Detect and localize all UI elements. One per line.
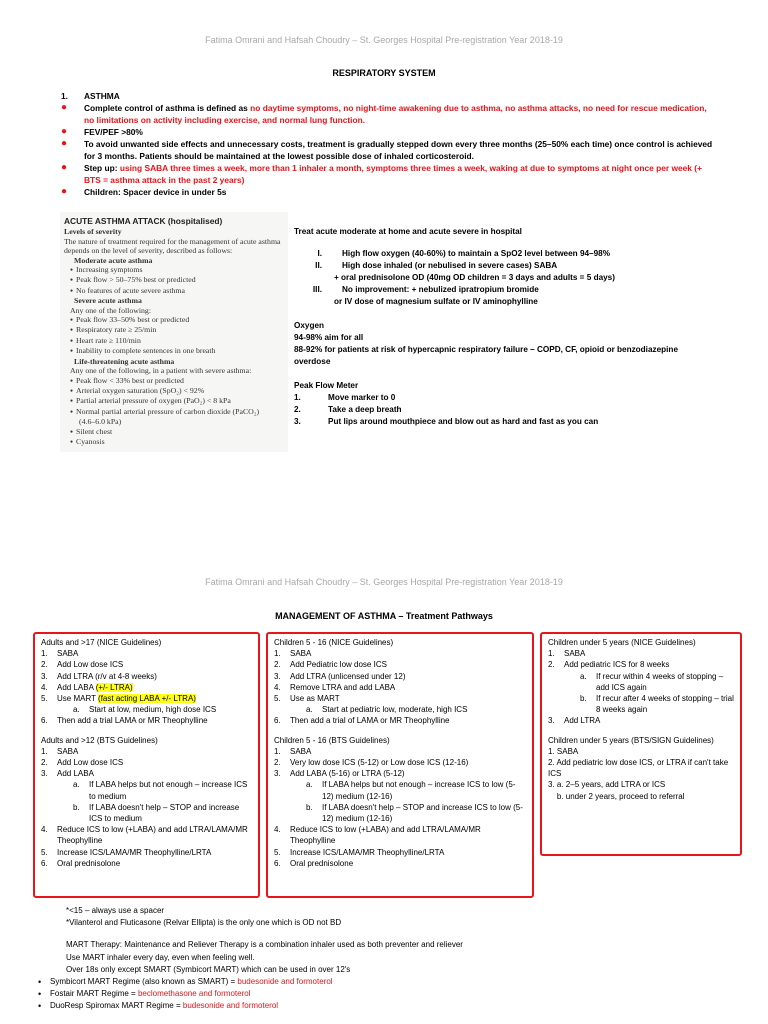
step-text: Increase ICS/LAMA/MR Theophylline/LRTA <box>57 847 212 857</box>
step-text: Then add a trial LAMA or MR Theophylline <box>57 716 208 726</box>
guideline-step <box>274 757 526 768</box>
spacer <box>548 727 734 735</box>
life-item: ● Normal partial arterial pressure of carbon dioxide (PaCO₂) <box>64 407 284 417</box>
step-number: a. <box>306 780 313 790</box>
levels-title: Levels of severity <box>64 227 122 237</box>
step-text: If recur within 4 weeks of stopping – add ICS again <box>596 671 724 692</box>
step-text: If recur after 4 weeks of stopping – trial 8 weeks again <box>596 694 734 715</box>
bullet-text <box>84 126 143 138</box>
guideline-step <box>41 746 252 757</box>
treat-step-marker: I. <box>317 249 322 258</box>
moderate-list <box>64 265 284 296</box>
life-item: ● Cyanosis <box>64 437 284 447</box>
guideline-step <box>41 757 252 768</box>
guideline-step <box>548 659 734 670</box>
treat-step <box>294 296 714 308</box>
treat-step-marker: II. <box>315 261 322 270</box>
peak-step-text: Move marker to 0 <box>328 393 396 402</box>
severe-intro: Any one of the following: <box>70 305 151 315</box>
guideline-step <box>274 824 526 846</box>
mart-regime-text: DuoResp Spiromax MART Regime = budesonide and formoterol <box>50 1001 279 1011</box>
step-number: a. <box>580 671 587 681</box>
bullet-plain-text: ASTHMA <box>84 91 120 101</box>
step-text: Then add a trial of LAMA or MR Theophylline <box>290 716 450 726</box>
guideline-step <box>41 682 252 693</box>
step-number: a. <box>73 705 80 715</box>
step-number: 3. <box>41 769 48 779</box>
guideline-heading: Children under 5 years (BTS/SIGN Guidelines) <box>548 735 714 745</box>
life-more-list <box>64 427 284 448</box>
acute-treatment-section <box>294 226 714 428</box>
step-text: Add LABA (5-16) or LTRA (5-12) <box>290 769 405 779</box>
moderate-item: ● Increasing symptoms <box>64 265 284 275</box>
bullet-text <box>84 162 718 186</box>
step-text: Reduce ICS to low (+LABA) and add LTRA/LAMA/MR Theophylline <box>57 825 248 846</box>
step-text: Start at pediatric low, moderate, high ICS <box>322 705 468 715</box>
step-number: 3. <box>274 769 281 779</box>
note-line: *Vilanterol and Fluticasone (Relvar Ellipta) is the only one which is OD not BD <box>66 918 342 928</box>
life-cont: (4.6–6.0 kPa) <box>79 417 122 427</box>
step-number: 1. <box>274 746 281 756</box>
peak-heading: Peak Flow Meter <box>294 381 359 390</box>
spacer <box>274 727 526 735</box>
peak-step-text: Put lips around mouthpiece and blow out as hard and fast as you can <box>328 417 599 426</box>
spacer <box>41 727 252 735</box>
levels-intro: The nature of treatment required for the management of acute asthma depends on the level of severity, described as follows: <box>64 236 281 256</box>
treat-step-marker: III. <box>312 285 322 294</box>
guideline-step <box>274 659 526 670</box>
guideline-substep <box>41 802 252 824</box>
bullet-red-text: no daytime symptoms, no night-time awakening due to asthma, no asthma attacks, no need for rescue medication, no limitations on activity including exercise, and normal lung function. <box>84 103 707 125</box>
step-text: Add Pediatric low dose ICS <box>290 660 387 670</box>
guideline-line: b. under 2 years, proceed to referral <box>548 791 685 801</box>
guideline-step <box>274 847 526 858</box>
under5-pathway-box <box>540 632 742 856</box>
oxygen-list <box>294 332 714 368</box>
guideline-heading: Adults and >12 (BTS Guidelines) <box>41 735 158 745</box>
bullet-text <box>84 90 120 102</box>
guideline-substep <box>274 802 526 824</box>
guideline-step <box>274 648 526 659</box>
bullet-text <box>84 186 226 198</box>
life-item: ● Arterial oxygen saturation (SpO₂) < 92% <box>64 386 284 396</box>
treat-steps-list <box>294 248 714 308</box>
step-number: 1. <box>41 649 48 659</box>
note-line: Use MART inhaler every day, even when feeling well. <box>66 952 255 962</box>
asthma-bullet <box>58 138 718 162</box>
bullet-dot-icon: ● <box>61 102 68 113</box>
peak-step-marker: 1. <box>294 393 301 402</box>
guideline-step <box>274 858 526 869</box>
treat-heading: Treat acute moderate at home and acute severe in hospital <box>294 227 522 236</box>
guideline-step <box>274 715 526 726</box>
step-text: Oral prednisolone <box>57 858 121 868</box>
severe-list <box>64 315 284 357</box>
step-text: If LABA helps but not enough – increase ICS to medium <box>89 780 248 801</box>
guideline-step <box>274 746 526 757</box>
guideline-step <box>41 671 252 682</box>
step-number: a. <box>73 780 80 790</box>
asthma-bullet <box>58 90 718 102</box>
guideline-line: 3. a. 2–5 years, add LTRA or ICS <box>548 780 666 790</box>
step-text: Add LTRA <box>564 716 601 726</box>
step-text: Add Low dose ICS <box>57 758 124 768</box>
mart-regime <box>38 988 758 1000</box>
severe-item: ● Respiratory rate ≥ 25/min <box>64 325 284 335</box>
severe-item: ● Heart rate ≥ 110/min <box>64 336 284 346</box>
treat-step-text: + oral prednisolone OD (40mg OD children = 3 days and adults = 5 days) <box>334 273 615 282</box>
step-text: Increase ICS/LAMA/MR Theophylline/LRTA <box>290 847 445 857</box>
step-text: Reduce ICS to low (+LABA) and add LTRA/LAMA/MR Theophylline <box>290 825 481 846</box>
treat-step <box>294 260 714 272</box>
step-text: If LABA doesn't help – STOP and increase ICS to medium <box>89 802 240 824</box>
severe-item: ● Inability to complete sentences in one breath <box>64 346 284 356</box>
treat-step <box>294 284 714 296</box>
step-number: 6. <box>41 858 48 868</box>
step-number: 6. <box>274 858 281 868</box>
mart-regime-drugs: budesonide and formoterol <box>182 1001 279 1011</box>
guideline-substep <box>41 704 252 715</box>
bullet-dot-icon: ● <box>61 126 68 137</box>
asthma-bullet <box>58 126 718 138</box>
guideline-step <box>41 858 252 869</box>
step-text: Very low dose ICS (5-12) or Low dose ICS (12-16) <box>290 758 469 768</box>
mart-regime <box>38 976 758 988</box>
severe-item: ● Peak flow 33–50% best or predicted <box>64 315 284 325</box>
bullet-dot-icon: ● <box>61 162 68 173</box>
step-number: 2. <box>41 660 48 670</box>
guideline-step <box>548 648 734 659</box>
step-text: If LABA doesn't help – STOP and increase ICS to low (5-12) medium (12-16) <box>322 802 523 824</box>
bullet-number: 1. <box>61 91 68 101</box>
peak-step <box>294 416 714 428</box>
guideline-substep <box>274 779 526 801</box>
step-number: 2. <box>274 660 281 670</box>
page-title-respiratory: RESPIRATORY SYSTEM <box>332 68 436 78</box>
treat-step-text: or IV dose of magnesium sulfate or IV aminophylline <box>334 297 538 306</box>
step-number: 1. <box>274 649 281 659</box>
asthma-bullet <box>58 186 718 198</box>
bullet-plain-text: Children: Spacer device in under 5s <box>84 187 227 197</box>
acute-heading: ACUTE ASTHMA ATTACK (hospitalised) <box>64 216 223 226</box>
mart-regime-text: Symbicort MART Regime (also known as SMART) = budesonide and formoterol <box>50 977 333 987</box>
mart-regime <box>38 1000 758 1012</box>
guideline-substep <box>274 704 526 715</box>
treat-step <box>294 272 714 284</box>
peak-step-marker: 2. <box>294 405 301 414</box>
highlighted-text: (fast acting LABA +/- LTRA) <box>98 694 196 704</box>
guideline-step <box>41 768 252 779</box>
note-line: MART Therapy: Maintenance and Reliever Therapy is a combination inhaler used as both preventer and reliever <box>66 940 463 950</box>
step-number: 5. <box>41 847 48 857</box>
step-text: SABA <box>290 649 312 659</box>
life-title: Life-threatening acute asthma <box>74 356 175 366</box>
bullet-plain-text: To avoid unwanted side effects and unnecessary costs, treatment is gradually stepped down every three months (25–50% each time) once control is achieved for 3 months. Patients should be maintained at the lowest possible dose of inhaled corticosteroid. <box>84 139 713 161</box>
severe-title: Severe acute asthma <box>74 296 142 306</box>
guideline-step <box>41 659 252 670</box>
step-text: Add LABA (+/- LTRA) <box>57 682 133 692</box>
step-number: 6. <box>274 716 281 726</box>
bullet-plain-text: FEV/PEF >80% <box>84 127 143 137</box>
step-text: SABA <box>290 746 312 756</box>
step-number: b. <box>580 694 587 704</box>
step-text: Add LTRA (r/v at 4-8 weeks) <box>57 671 157 681</box>
guideline-step <box>41 824 252 846</box>
peak-step <box>294 404 714 416</box>
step-number: 3. <box>41 671 48 681</box>
step-number: 2. <box>41 758 48 768</box>
step-number: 5. <box>274 694 281 704</box>
bullet-dot-icon: • <box>38 977 42 988</box>
page-header-1: Fatima Omrani and Hafsah Choudry – St. Georges Hospital Pre-registration Year 2018-19 <box>205 35 563 45</box>
step-number: a. <box>306 705 313 715</box>
step-number: 4. <box>41 825 48 835</box>
step-text: Oral prednisolone <box>290 858 354 868</box>
step-number: 3. <box>274 671 281 681</box>
step-text: Add LTRA (unlicensed under 12) <box>290 671 406 681</box>
treat-step-text: High flow oxygen (40-60%) to maintain a SpO2 level between 94–98% <box>342 249 610 258</box>
guideline-heading: Children under 5 years (NICE Guidelines) <box>548 638 696 647</box>
step-text: SABA <box>57 746 79 756</box>
bullet-plain-text: Complete control of asthma is defined as <box>84 103 251 113</box>
asthma-bullet <box>58 162 718 186</box>
adults-pathway-box <box>33 632 260 898</box>
step-number: 4. <box>274 825 281 835</box>
guideline-step <box>548 715 734 726</box>
guideline-step <box>274 693 526 704</box>
children-pathway-box <box>266 632 534 898</box>
peak-step-text: Take a deep breath <box>328 405 402 414</box>
step-text: Remove LTRA and add LABA <box>290 682 396 692</box>
peak-step-marker: 3. <box>294 417 301 426</box>
step-number: 2. <box>548 660 555 670</box>
step-text: Start at low, medium, high dose ICS <box>89 705 217 715</box>
step-text: SABA <box>564 649 586 659</box>
life-item: ● Partial arterial pressure of oxygen (PaO₂) < 8 kPa <box>64 396 284 406</box>
guideline-substep <box>41 779 252 801</box>
guideline-line: 2. Add pediatric low dose ICS, or LTRA if can't take ICS <box>548 758 731 779</box>
step-text: Add LABA <box>57 769 94 779</box>
oxygen-line: 94-98% aim for all <box>294 333 364 342</box>
step-text: SABA <box>57 649 79 659</box>
bullet-plain-text: Step up: <box>84 163 120 173</box>
step-number: 1. <box>548 649 555 659</box>
page-header-2: Fatima Omrani and Hafsah Choudry – St. Georges Hospital Pre-registration Year 2018-19 <box>205 577 563 587</box>
note-line: *<15 – always use a spacer <box>66 906 165 915</box>
mart-regime-drugs: budesonide and formoterol <box>237 977 333 987</box>
treat-step-marker <box>294 272 334 284</box>
guideline-step <box>41 847 252 858</box>
severity-levels-scan <box>60 212 288 452</box>
guideline-step <box>274 768 526 779</box>
bullet-dot-icon: • <box>38 989 42 1000</box>
step-number: 3. <box>548 716 555 726</box>
mart-regime-text: Fostair MART Regime = beclomethasone and formoterol <box>50 989 251 999</box>
life-list <box>64 376 284 418</box>
guideline-step <box>41 715 252 726</box>
guideline-line: 1. SABA <box>548 746 579 756</box>
step-number: 1. <box>41 746 48 756</box>
step-number: 4. <box>41 682 48 692</box>
moderate-title: Moderate acute asthma <box>74 255 153 265</box>
guideline-step <box>274 682 526 693</box>
step-number: 5. <box>274 847 281 857</box>
step-text: Use MART (fast acting LABA +/- LTRA) <box>57 694 196 704</box>
guideline-substep <box>548 671 734 693</box>
bullet-dot-icon: ● <box>61 186 68 197</box>
step-number: b. <box>306 802 313 812</box>
moderate-item: ● Peak flow > 50–75% best or predicted <box>64 275 284 285</box>
step-text: Add Low dose ICS <box>57 660 124 670</box>
guideline-heading: Adults and >17 (NICE Guidelines) <box>41 638 162 647</box>
bullet-red-text: using SABA three times a week, more than 1 inhaler a month, symptoms three times a week, waking at due to symptoms at night once per week (+ BTS = asthma attack in the past 2 years) <box>84 163 702 185</box>
treat-step <box>294 248 714 260</box>
oxygen-line: 88-92% for patients at risk of hypercapnic respiratory failure – COPD, CF, opioid or benzodiazepine overdose <box>294 345 678 366</box>
step-text: Add pediatric ICS for 8 weeks <box>564 660 670 670</box>
note-line: Over 18s only except SMART (Symbicort MART) which can be used in over 12's <box>66 964 351 974</box>
step-number: 4. <box>274 682 281 692</box>
bullet-text <box>84 138 718 162</box>
treat-step-text: High dose inhaled (or nebulised in severe cases) SABA <box>342 261 558 270</box>
step-number: 5. <box>41 694 48 704</box>
bullet-dot-icon: ● <box>61 138 68 149</box>
highlighted-text: (+/- LTRA) <box>95 682 133 692</box>
life-intro: Any one of the following, in a patient with severe asthma: <box>70 366 252 376</box>
spacer <box>38 929 758 939</box>
guideline-heading: Children 5 - 16 (BTS Guidelines) <box>274 735 390 745</box>
guideline-substep <box>548 693 734 715</box>
life-item: ● Silent chest <box>64 427 284 437</box>
mart-notes <box>38 905 758 1013</box>
guideline-step <box>274 671 526 682</box>
guideline-step <box>41 648 252 659</box>
mart-regime-drugs: beclomethasone and formoterol <box>137 989 251 999</box>
moderate-item: ● No features of acute severe asthma <box>64 286 284 296</box>
step-number: b. <box>73 802 80 812</box>
oxygen-heading: Oxygen <box>294 321 325 330</box>
step-number: 6. <box>41 716 48 726</box>
peak-steps-list <box>294 392 714 428</box>
guideline-heading: Children 5 - 16 (NICE Guidelines) <box>274 638 394 647</box>
step-text: Use as MART <box>290 694 340 704</box>
step-number: 2. <box>274 758 281 768</box>
page-title-management: MANAGEMENT OF ASTHMA – Treatment Pathways <box>275 611 493 621</box>
guideline-step <box>41 693 252 704</box>
peak-step <box>294 392 714 404</box>
treat-step-text: No improvement: + nebulized ipratropium bromide <box>342 285 539 294</box>
bullet-text <box>84 102 718 126</box>
treat-step-marker <box>294 296 334 308</box>
asthma-bullet <box>58 102 718 126</box>
asthma-bullet-list <box>58 90 718 198</box>
life-item: ● Peak flow < 33% best or predicted <box>64 376 284 386</box>
bullet-dot-icon: • <box>38 1001 42 1012</box>
step-text: If LABA helps but not enough – increase ICS to low (5-12) medium (12-16) <box>322 780 516 801</box>
